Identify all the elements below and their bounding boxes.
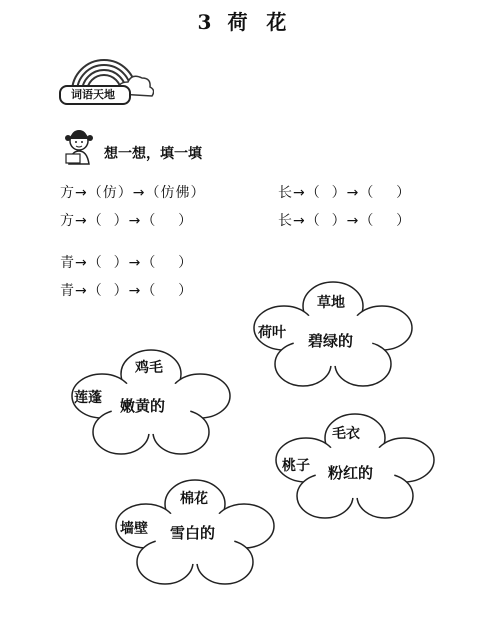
child-reading-icon	[62, 128, 96, 166]
lesson-number: 3	[197, 10, 218, 34]
flower-2-top-word: 草地	[317, 295, 345, 311]
section-badge-label: 词语天地	[71, 88, 115, 101]
flower-1-center-word: 嫩黄的	[120, 397, 166, 415]
flower-4-center-word: 雪白的	[170, 524, 216, 542]
fill-row-fang-1: 方→（仿）→（仿佛）	[60, 185, 206, 201]
flower-4-left-word: 墙壁	[120, 521, 148, 537]
flower-2-center-word: 碧绿的	[308, 332, 354, 350]
flower-4-top-word: 棉花	[180, 491, 208, 507]
flower-3-center-word: 粉红的	[328, 464, 374, 482]
lesson-title: 荷 花	[227, 10, 293, 34]
flower-1-top-word: 鸡毛	[135, 360, 163, 376]
flower-1-left-word: 莲蓬	[74, 390, 102, 406]
fill-row-qing-2: 青→（ ）→（ ）	[60, 283, 194, 299]
fill-row-fang-2: 方→（ ）→（ ）	[60, 213, 194, 229]
page-title	[0, 6, 490, 35]
flower-3-top-word: 毛衣	[332, 426, 360, 442]
fill-row-chang-2: 长→（ ）→（ ）	[278, 213, 412, 229]
flower-3-left-word: 桃子	[282, 458, 310, 474]
instruction-text: 想一想，填一填	[104, 146, 202, 162]
fill-row-qing-1: 青→（ ）→（ ）	[60, 255, 194, 271]
fill-row-chang-1: 长→（ ）→（ ）	[278, 185, 412, 201]
flower-2-left-word: 荷叶	[258, 325, 286, 341]
